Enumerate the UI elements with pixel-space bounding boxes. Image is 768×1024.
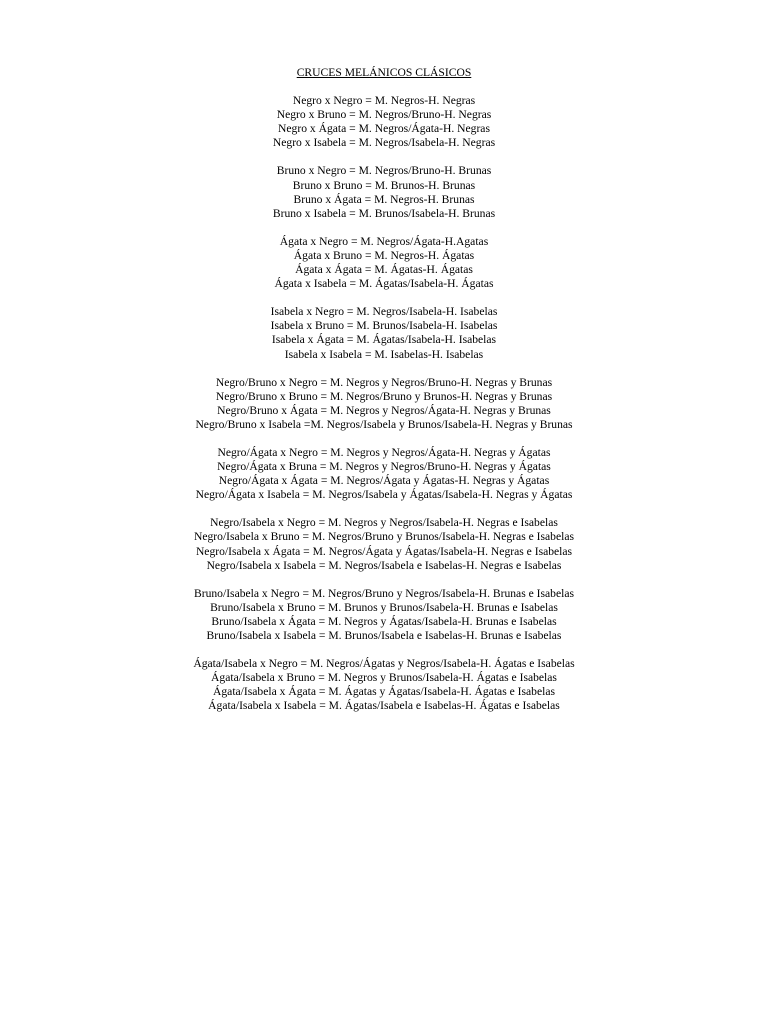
cross-line: Bruno x Ágata = M. Negros-H. Brunas	[293, 192, 475, 206]
cross-group-agata	[0, 235, 768, 291]
document-title: CRUCES MELÁNICOS CLÁSICOS	[296, 66, 472, 79]
cross-group-negro	[0, 94, 768, 150]
cross-line: Negro/Isabela x Negro = M. Negros y Negros/Isabela-H. Negras e Isabelas	[210, 516, 558, 530]
cross-line: Negro/Ágata x Negro = M. Negros y Negros/Ágata-H. Negras y Ágatas	[217, 445, 551, 459]
cross-line: Bruno/Isabela x Bruno = M. Brunos y Brunos/Isabela-H. Brunas e Isabelas	[210, 600, 558, 614]
document-page	[0, 66, 768, 727]
cross-line: Ágata x Isabela = M. Ágatas/Isabela-H. Ágatas	[274, 277, 494, 291]
cross-line: Ágata/Isabela x Bruno = M. Negros y Brunos/Isabela-H. Ágatas e Isabelas	[211, 671, 557, 685]
cross-group-bruno	[0, 164, 768, 220]
cross-line: Isabela x Bruno = M. Brunos/Isabela-H. Isabelas	[270, 319, 498, 333]
cross-group-negro-isabela	[0, 516, 768, 572]
cross-line: Isabela x Ágata = M. Ágatas/Isabela-H. Isabelas	[271, 333, 497, 347]
cross-line: Negro/Bruno x Bruno = M. Negros/Bruno y Brunos-H. Negras y Brunas	[215, 389, 553, 403]
cross-line: Negro/Isabela x Bruno = M. Negros/Bruno y Brunos/Isabela-H. Negras e Isabelas	[193, 530, 575, 544]
cross-line: Ágata/Isabela x Isabela = M. Ágatas/Isabela e Isabelas-H. Ágatas e Isabelas	[208, 699, 560, 713]
cross-line: Isabela x Negro = M. Negros/Isabela-H. Isabelas	[270, 305, 498, 319]
cross-line: Ágata x Bruno = M. Negros-H. Ágatas	[293, 248, 475, 262]
cross-line: Isabela x Isabela = M. Isabelas-H. Isabelas	[284, 347, 484, 361]
cross-line: Bruno/Isabela x Negro = M. Negros/Bruno y Negros/Isabela-H. Brunas e Isabelas	[193, 586, 575, 600]
cross-line: Bruno x Negro = M. Negros/Bruno-H. Brunas	[276, 164, 492, 178]
cross-line: Ágata x Negro = M. Negros/Ágata-H.Agatas	[279, 234, 489, 248]
cross-line: Negro x Isabela = M. Negros/Isabela-H. Negras	[272, 136, 496, 150]
cross-line: Negro/Isabela x Ágata = M. Negros/Ágata y Ágatas/Isabela-H. Negras e Isabelas	[195, 544, 573, 558]
cross-line: Negro/Bruno x Negro = M. Negros y Negros/Bruno-H. Negras y Brunas	[215, 375, 553, 389]
cross-line: Ágata x Ágata = M. Ágatas-H. Ágatas	[295, 263, 473, 277]
cross-line: Bruno x Bruno = M. Brunos-H. Brunas	[292, 178, 476, 192]
cross-line: Bruno x Isabela = M. Brunos/Isabela-H. Brunas	[272, 206, 496, 220]
cross-line: Negro/Ágata x Bruna = M. Negros y Negros/Bruno-H. Negras y Ágatas	[217, 460, 551, 474]
cross-line: Bruno/Isabela x Isabela = M. Brunos/Isabela e Isabelas-H. Brunas e Isabelas	[206, 629, 562, 642]
cross-line: Negro x Ágata = M. Negros/Ágata-H. Negras	[278, 122, 490, 136]
cross-group-negro-agata	[0, 446, 768, 502]
cross-line: Negro/Ágata x Isabela = M. Negros/Isabela y Ágatas/Isabela-H. Negras y Ágatas	[195, 488, 573, 502]
cross-group-negro-bruno	[0, 376, 768, 432]
cross-line: Negro/Bruno x Ágata = M. Negros y Negros/Ágata-H. Negras y Brunas	[217, 403, 551, 417]
cross-line: Negro x Negro = M. Negros-H. Negras	[292, 94, 476, 108]
cross-line: Negro/Ágata x Ágata = M. Negros/Ágata y Ágatas-H. Negras y Ágatas	[218, 474, 550, 488]
cross-line: Bruno/Isabela x Ágata = M. Negros y Ágatas/Isabela-H. Brunas e Isabelas	[211, 614, 557, 628]
cross-line: Negro x Bruno = M. Negros/Bruno-H. Negras	[276, 108, 492, 122]
cross-line: Negro/Isabela x Isabela = M. Negros/Isabela e Isabelas-H. Negras e Isabelas	[206, 558, 562, 572]
cross-line: Ágata/Isabela x Ágata = M. Ágatas y Ágatas/Isabela-H. Ágatas e Isabelas	[213, 685, 555, 699]
cross-group-agata-isabela	[0, 657, 768, 713]
cross-line: Negro/Bruno x Isabela =M. Negros/Isabela y Brunos/Isabela-H. Negras y Brunas	[195, 417, 573, 431]
cross-group-isabela	[0, 305, 768, 361]
cross-line: Ágata/Isabela x Negro = M. Negros/Ágatas y Negros/Isabela-H. Ágatas e Isabelas	[193, 657, 575, 671]
cross-group-bruno-isabela	[0, 587, 768, 643]
